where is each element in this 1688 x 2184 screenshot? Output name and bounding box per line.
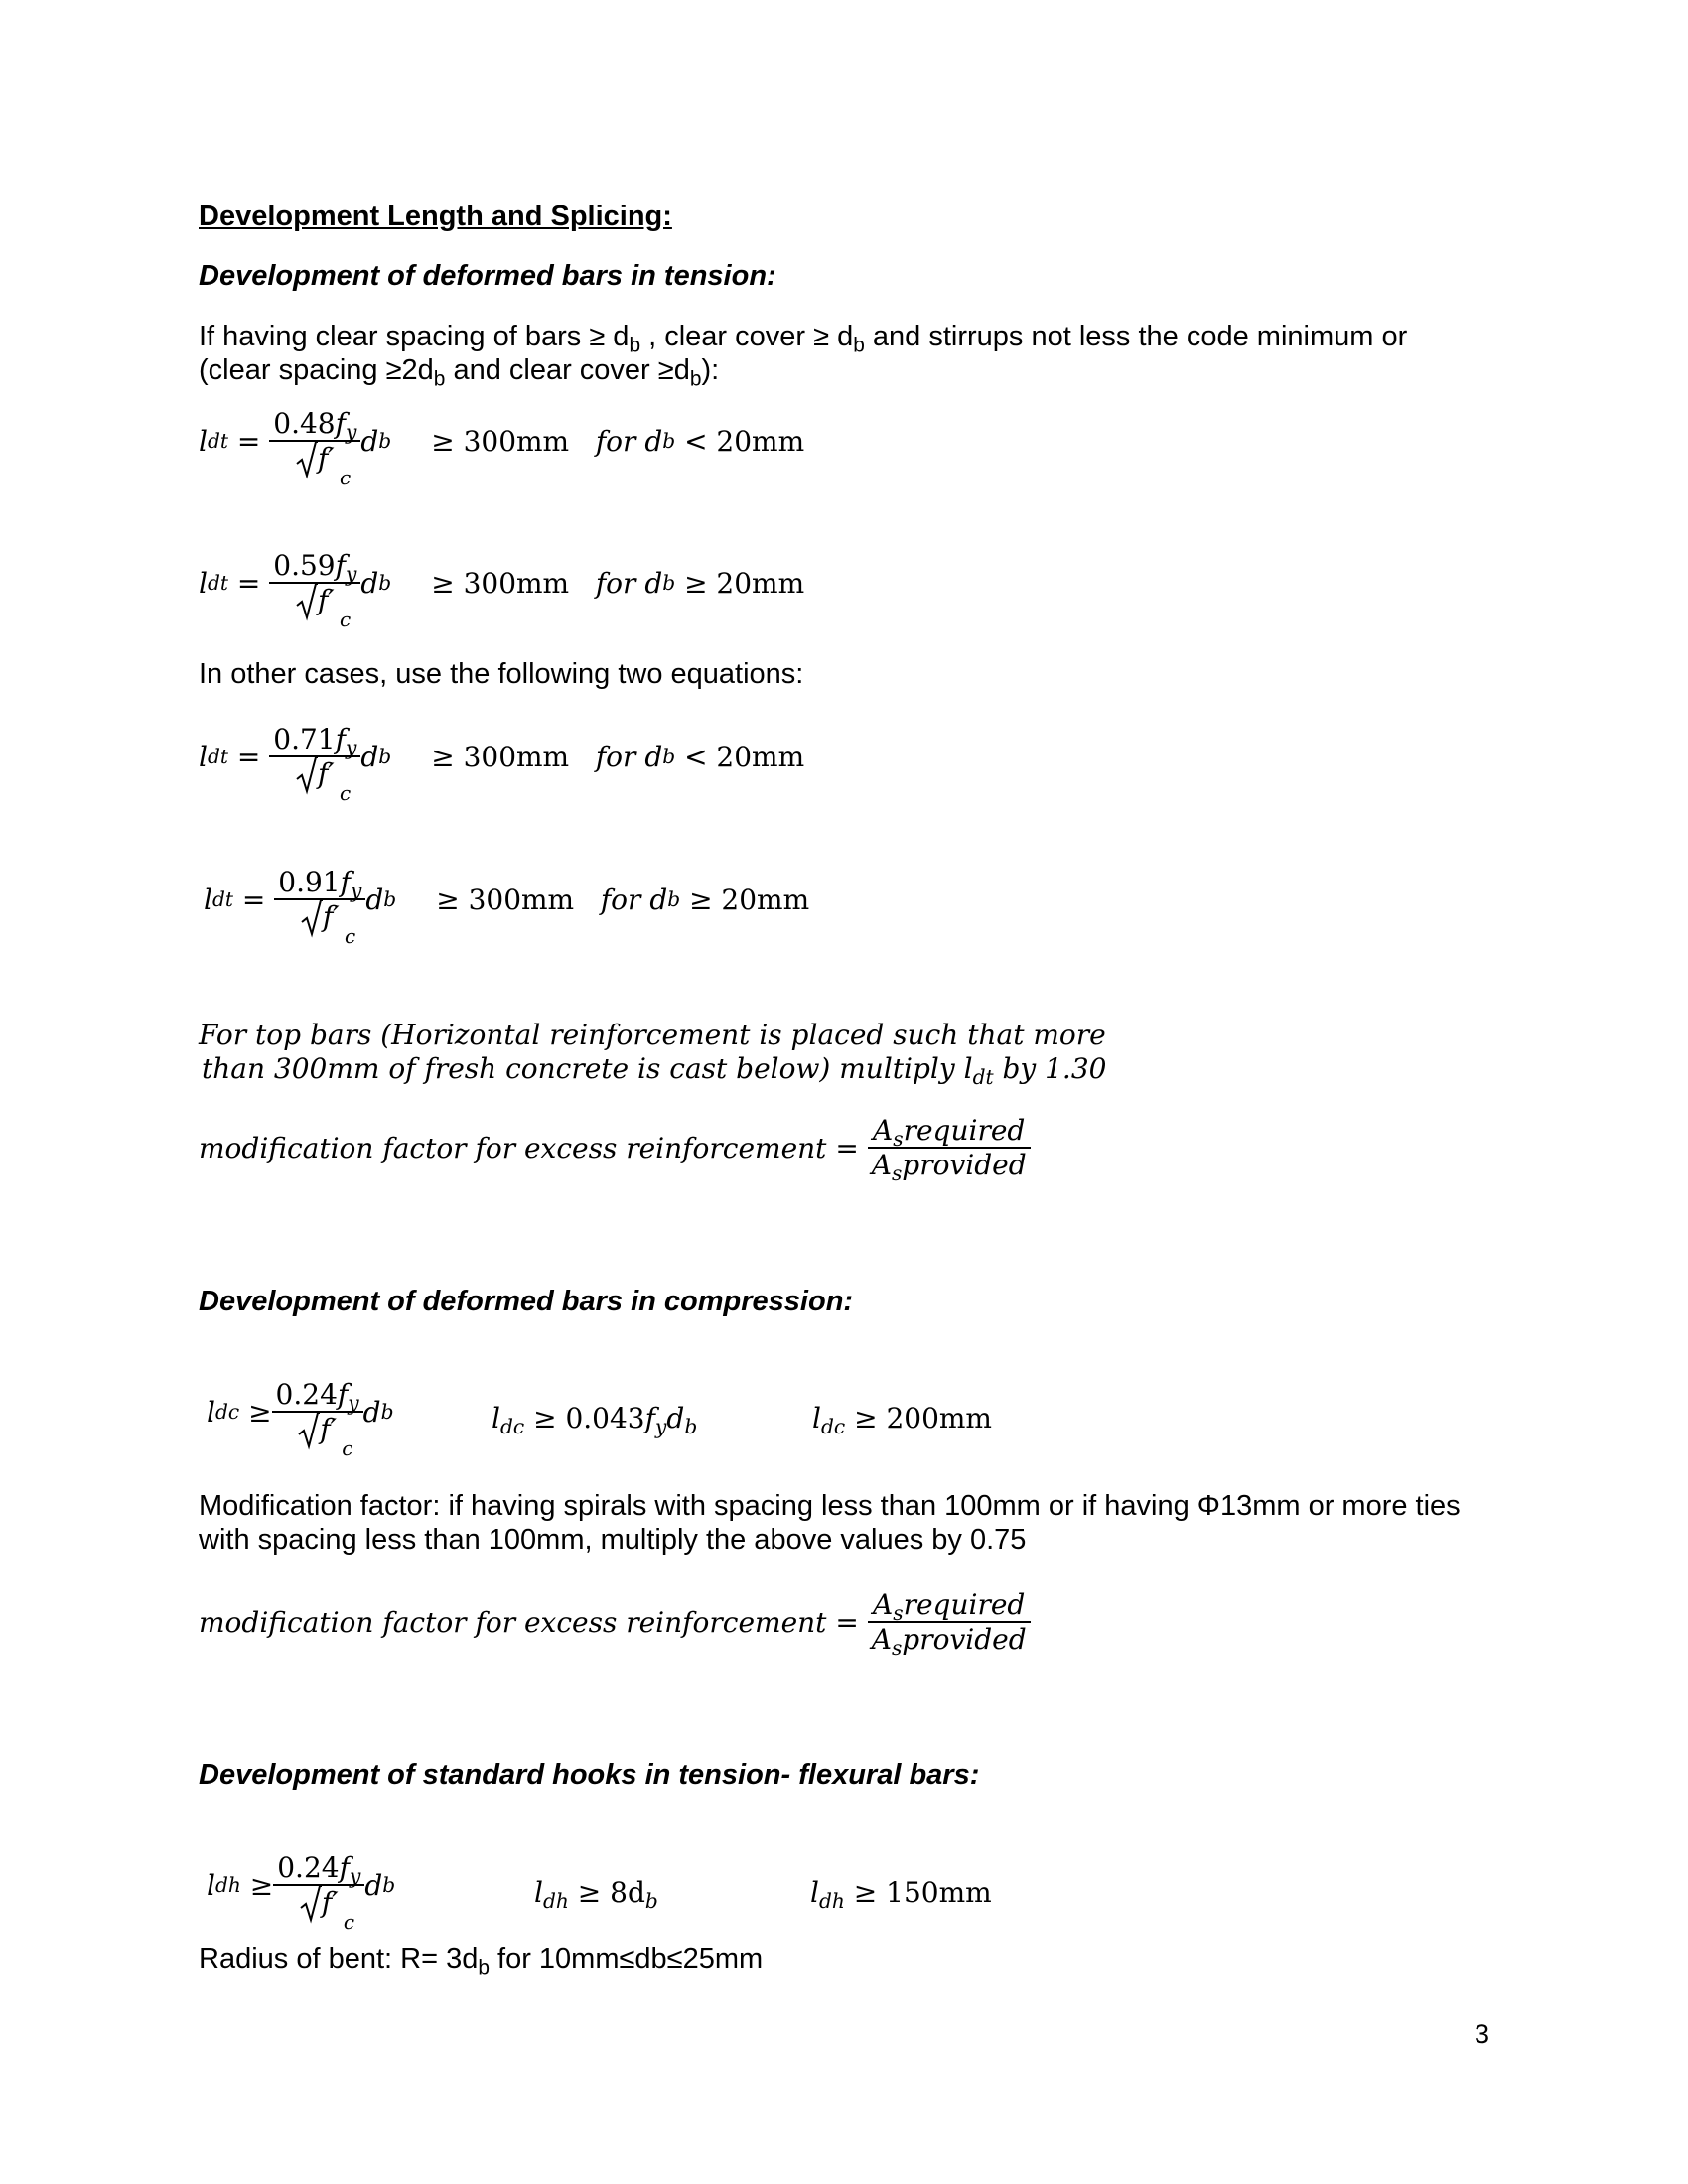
- compression-note-line-2: with spacing less than 100mm, multiply the above values by 0.75: [199, 1524, 1027, 1556]
- tension-intro-line-2: (clear spacing $\ge 2d_b$ and clear cover $\ge d_b$):: [199, 354, 720, 391]
- equation-ldh-2: $l_{dh} \ge 8d_b$: [534, 1876, 658, 1914]
- equation-ldt-4: l dt = $0.91f_y$ f′ c d b ≥ 300mm for d b ≥ 20mm: [204, 866, 810, 948]
- equation-ldc-2: $l_{dc} \ge 0.043f_yd_b$: [492, 1402, 698, 1439]
- section-title-hooks: Development of standard hooks in tension- flexural bars:: [199, 1759, 980, 1791]
- other-cases-text: In other cases, use the following two equations:: [199, 658, 804, 690]
- tension-intro-line-1: If having clear spacing of bars ≥ $d_b$ , clear cover ≥ $d_b$ and stirrups not less the code minimum or: [199, 321, 1408, 357]
- excess-reinforcement-factor-tension: modification factor for excess reinforcement = $\frac{A_srequired}{A_sprovided}$: [199, 1114, 1031, 1181]
- equation-ldc-3: $l_{dc} \ge 200mm$: [812, 1402, 992, 1439]
- section-title-compression: Development of deformed bars in compression:: [199, 1286, 854, 1317]
- compression-note-line-1: Modification factor: if having spirals with spacing less than 100mm or if having Φ13mm or more ties: [199, 1490, 1461, 1522]
- equation-ldh-1: l dh ≥ $0.24f_y$ f′ c d b: [207, 1851, 396, 1934]
- equation-ldt-2: l dt = $0.59f_y$ f′ c d b ≥ 300mm for d b ≥ 20mm: [199, 549, 805, 631]
- radius-of-bent: Radius of bent: $R= 3d_b$ for 10mm≤db≤25mm: [199, 1943, 764, 1979]
- equation-ldt-3: l dt = $0.71f_y$ f′ c d b ≥ 300mm for d b < 20mm: [199, 723, 805, 805]
- page-title: Development Length and Splicing:: [199, 201, 672, 232]
- excess-reinforcement-factor-compression: modification factor for excess reinforcement = $\frac{A_srequired}{A_sprovided}$: [199, 1588, 1031, 1656]
- page-number: 3: [1475, 2019, 1490, 2049]
- equation-ldh-3: $l_{dh} \ge 150mm$: [810, 1876, 992, 1914]
- equation-ldc-1: l dc ≥ $0.24f_y$ f′ c d b: [207, 1378, 394, 1460]
- section-title-tension: Development of deformed bars in tension:: [199, 260, 776, 292]
- top-bars-line-1: For top bars (Horizontal reinforcement is placed such that more: [199, 1019, 1106, 1051]
- top-bars-line-2: than 300mm of fresh concrete is cast below) multiply $l_{dt}$ by 1.30: [202, 1052, 1107, 1090]
- equation-ldt-1: l dt = $0.48f_y$ f′ c d b ≥ 300mm for d b < 20mm: [199, 407, 805, 489]
